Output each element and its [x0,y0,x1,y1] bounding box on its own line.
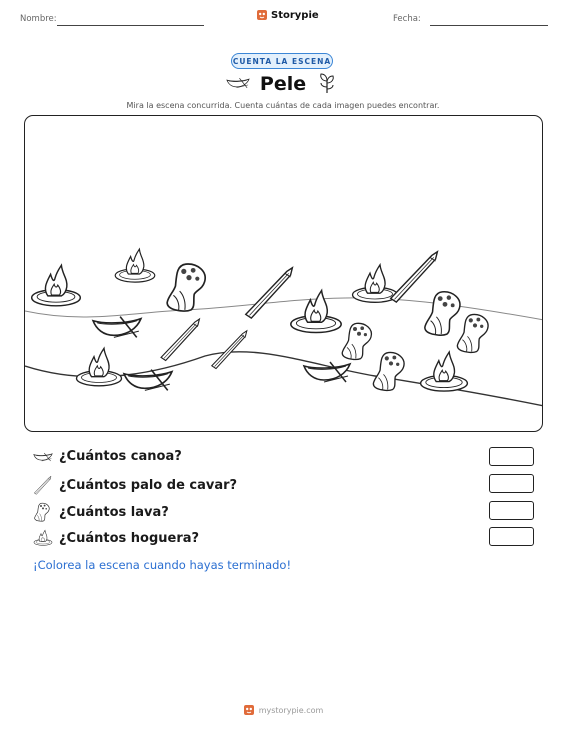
date-label: Fecha: [393,14,421,24]
campfire-3 [353,265,398,303]
digging-stick-4 [212,331,247,369]
storypie-logo-icon [243,704,255,716]
scene-illustration [25,116,543,432]
lava-icon [33,502,53,522]
question-text: ¿Cuántos lava? [59,504,169,520]
canoe-1 [93,317,141,338]
date-field[interactable] [430,25,548,26]
campfire-5 [77,348,122,386]
canoe-3 [304,362,350,382]
campfire-icon [33,528,53,548]
lava-3 [457,314,488,352]
question-campfire [33,528,199,548]
campfire-1 [32,265,81,306]
storypie-logo-icon [256,9,268,21]
taro-plant-icon [318,72,336,94]
scene-frame [24,115,543,432]
instructions: Mira la escena concurrida. Cuenta cuántas de cada imagen puedes encontrar. [126,101,440,110]
lava-5 [373,352,404,390]
closing-message: ¡Colorea la escena cuando hayas terminado! [33,558,292,572]
brand-name: Storypie [271,9,319,21]
activity-badge: CUENTA LA ESCENA [231,53,333,69]
footer [0,704,566,716]
name-field[interactable] [57,25,204,26]
question-text: ¿Cuántos canoa? [59,449,182,464]
digging-stick-1 [246,268,293,318]
digging-stick-icon [33,475,53,495]
lava-2 [425,292,460,335]
canoe-2 [124,370,172,391]
answer-box-lava[interactable] [489,501,534,520]
digging-stick-3 [161,319,199,360]
answer-box-campfire[interactable] [489,527,534,546]
digging-stick-2 [391,252,438,302]
page-title: Pele [259,73,307,95]
question-text: ¿Cuántos hoguera? [59,530,200,546]
campfire-2 [115,249,155,282]
lava-4 [342,323,371,359]
lava-1 [167,264,205,311]
question-digging-stick [33,475,237,495]
question-canoe [33,449,182,464]
campfire-6 [421,352,468,391]
question-text: ¿Cuántos palo de cavar? [59,477,238,493]
canoe-icon [33,450,53,464]
answer-box-canoe[interactable] [489,447,534,466]
footer-url: mystorypie.com [258,705,324,715]
brand [256,9,319,21]
answer-box-digging-stick[interactable] [489,474,534,493]
question-lava [33,502,169,522]
campfire-4 [291,291,341,333]
name-label: Nombre: [20,14,57,24]
